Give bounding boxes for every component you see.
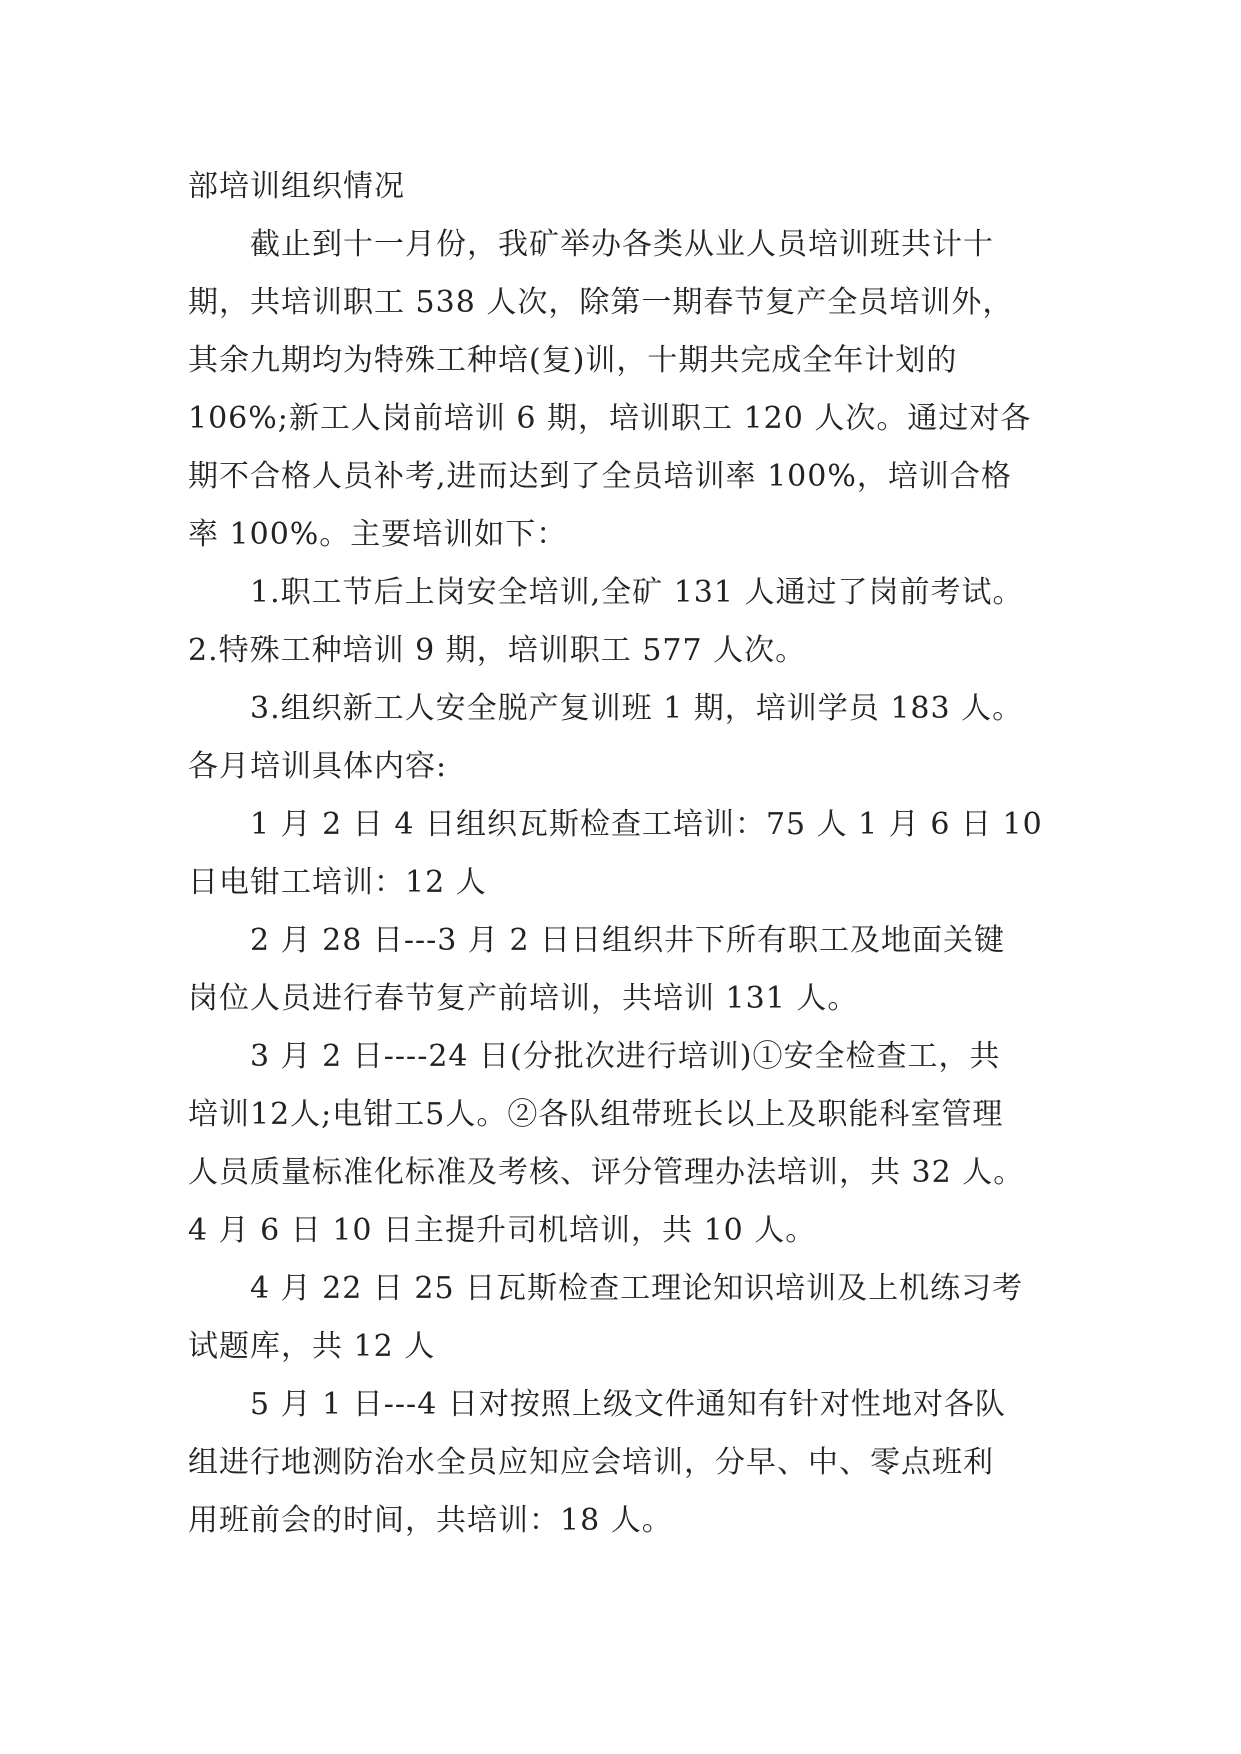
paragraph-line: 4 月 6 日 10 日主提升司机培训，共 10 人。 [188,1213,817,1248]
paragraph-line: 1.职工节后上岗安全培训,全矿 131 人通过了岗前考试。 [250,575,1024,610]
paragraph-line: 3.组织新工人安全脱产复训班 1 期，培训学员 183 人。 [250,691,1024,726]
paragraph-line: 1 月 2 日 4 日组织瓦斯检查工培训：75 人 1 月 6 日 10 [250,807,1043,842]
paragraph-line: 期，共培训职工 538 人次，除第一期春节复产全员培训外， [188,285,1014,320]
paragraph-line: 2.特殊工种培训 9 期，培训职工 577 人次。 [188,633,807,668]
paragraph-line: 期不合格人员补考,进而达到了全员培训率 100%，培训合格 [188,459,1012,494]
paragraph-line: 人员质量标准化标准及考核、评分管理办法培训，共 32 人。 [188,1155,1025,1190]
paragraph-line: 组进行地测防治水全员应知应会培训，分早、中、零点班利 [188,1445,994,1480]
heading-line: 部培训组织情况 [188,169,405,204]
document-page [188,158,1068,1550]
paragraph-line: 106%;新工人岗前培训 6 期，培训职工 120 人次。通过对各 [188,401,1032,436]
paragraph-line: 日电钳工培训：12 人 [188,865,487,900]
paragraph-line: 2 月 28 日---3 月 2 日日组织井下所有职工及地面关键 [250,923,1006,958]
paragraph-line: 试题库，共 12 人 [188,1329,436,1364]
paragraph-line: 4 月 22 日 25 日瓦斯检查工理论知识培训及上机练习考 [250,1271,1024,1306]
document-body [188,216,1068,1550]
paragraph-line: 5 月 1 日---4 日对按照上级文件通知有针对性地对各队 [250,1387,1006,1422]
paragraph-line: 截止到十一月份，我矿举办各类从业人员培训班共计十 [250,227,994,262]
paragraph-line: 其余九期均为特殊工种培(复)训，十期共完成全年计划的 [188,343,958,378]
paragraph-line: 各月培训具体内容: [188,749,448,784]
paragraph-line: 培训12人;电钳工5人。②各队组带班长以上及职能科室管理 [188,1097,1004,1132]
paragraph-line: 用班前会的时间，共培训：18 人。 [188,1503,673,1538]
paragraph-line: 岗位人员进行春节复产前培训，共培训 131 人。 [188,981,859,1016]
paragraph-line: 率 100%。主要培训如下： [188,517,568,552]
paragraph-line: 3 月 2 日----24 日(分批次进行培训)①安全检查工，共 [250,1039,1001,1074]
